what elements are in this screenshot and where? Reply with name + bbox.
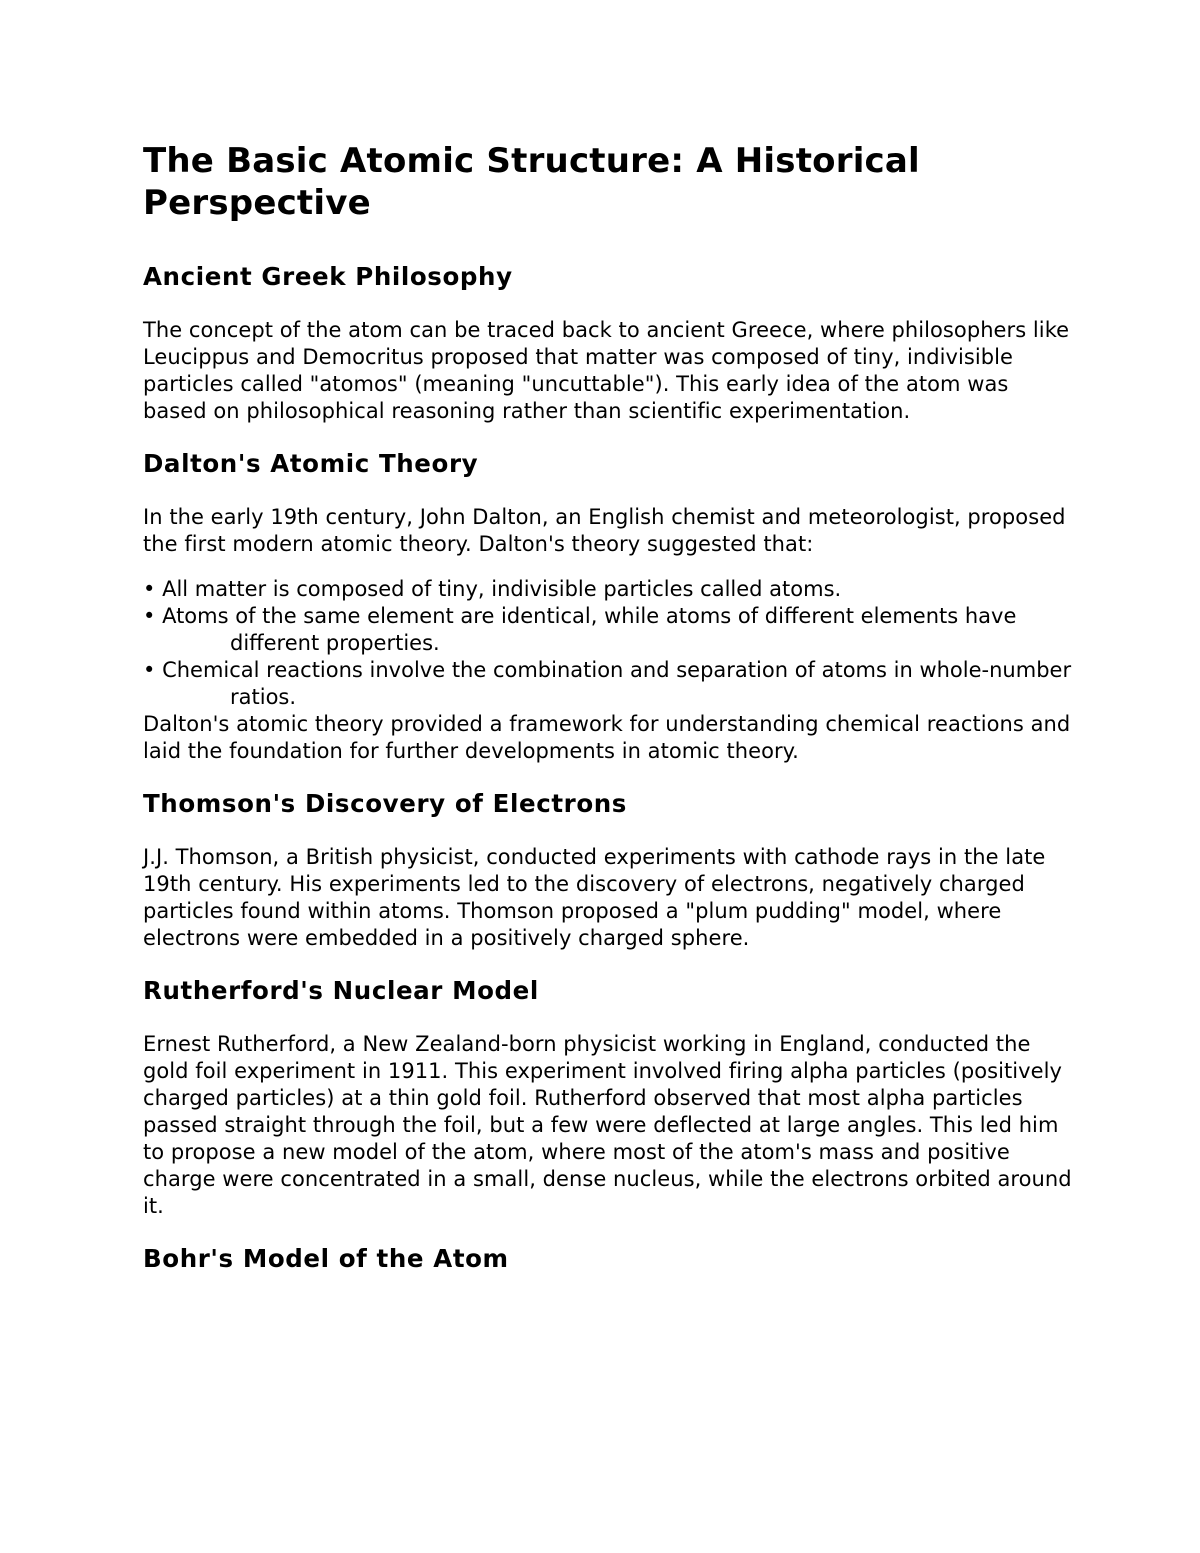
section-paragraph: In the early 19th century, John Dalton, an English chemist and meteorologist, proposed the first modern atomic theory. Dalton's theory suggested that: <box>143 505 1066 556</box>
list-item-text: Chemical reactions involve the combination and separation of atoms in whole-number ratios. <box>162 658 1072 709</box>
section-ancient-greek <box>143 262 1073 425</box>
document-page <box>143 140 1073 1299</box>
list-item <box>143 603 1073 657</box>
section-heading: Thomson's Discovery of Electrons <box>143 789 627 818</box>
section-thomson <box>143 789 1073 952</box>
section-paragraph: The concept of the atom can be traced back to ancient Greece, where philosophers like Leucippus and Democritus proposed that matter was composed of tiny, indivisible particles called "atomos" (meaning "uncuttable"). This early idea of the atom was based on philosophical reasoning rather than scientific experimentation. <box>143 318 1070 423</box>
list-item-text: Atoms of the same element are identical, while atoms of different elements have different properties. <box>162 604 1017 655</box>
section-paragraph: Ernest Rutherford, a New Zealand-born physicist working in England, conducted the gold foil experiment in 1911. This experiment involved firing alpha particles (positively charged particles) at a thin gold foil. Rutherford observed that most alpha particles passed straight through the foil, but a few were deflected at large angles. This led him to propose a new model of the atom, where most of the atom's mass and positive charge were concentrated in a small, dense nucleus, while the electrons orbited around it. <box>143 1032 1072 1218</box>
section-dalton <box>143 449 1073 765</box>
section-heading: Bohr's Model of the Atom <box>143 1244 509 1273</box>
bullet-list <box>143 576 1073 711</box>
section-heading: Ancient Greek Philosophy <box>143 262 513 291</box>
section-bohr <box>143 1244 1073 1274</box>
list-item <box>143 657 1073 711</box>
bullet-icon: • <box>143 604 156 628</box>
list-item <box>143 576 1073 603</box>
bullet-icon: • <box>143 577 156 601</box>
section-heading: Dalton's Atomic Theory <box>143 449 479 478</box>
list-item-text: All matter is composed of tiny, indivisible particles called atoms. <box>162 577 842 601</box>
section-rutherford <box>143 976 1073 1220</box>
section-heading: Rutherford's Nuclear Model <box>143 976 539 1005</box>
section-closing-paragraph: Dalton's atomic theory provided a framework for understanding chemical reactions and laid the foundation for further developments in atomic theory. <box>143 712 1071 763</box>
section-paragraph: J.J. Thomson, a British physicist, conducted experiments with cathode rays in the late 19th century. His experiments led to the discovery of electrons, negatively charged particles found within atoms. Thomson proposed a "plum pudding" model, where electrons were embedded in a positively charged sphere. <box>143 845 1046 950</box>
document-title: The Basic Atomic Structure: A Historical Perspective <box>143 141 920 223</box>
bullet-icon: • <box>143 658 156 682</box>
